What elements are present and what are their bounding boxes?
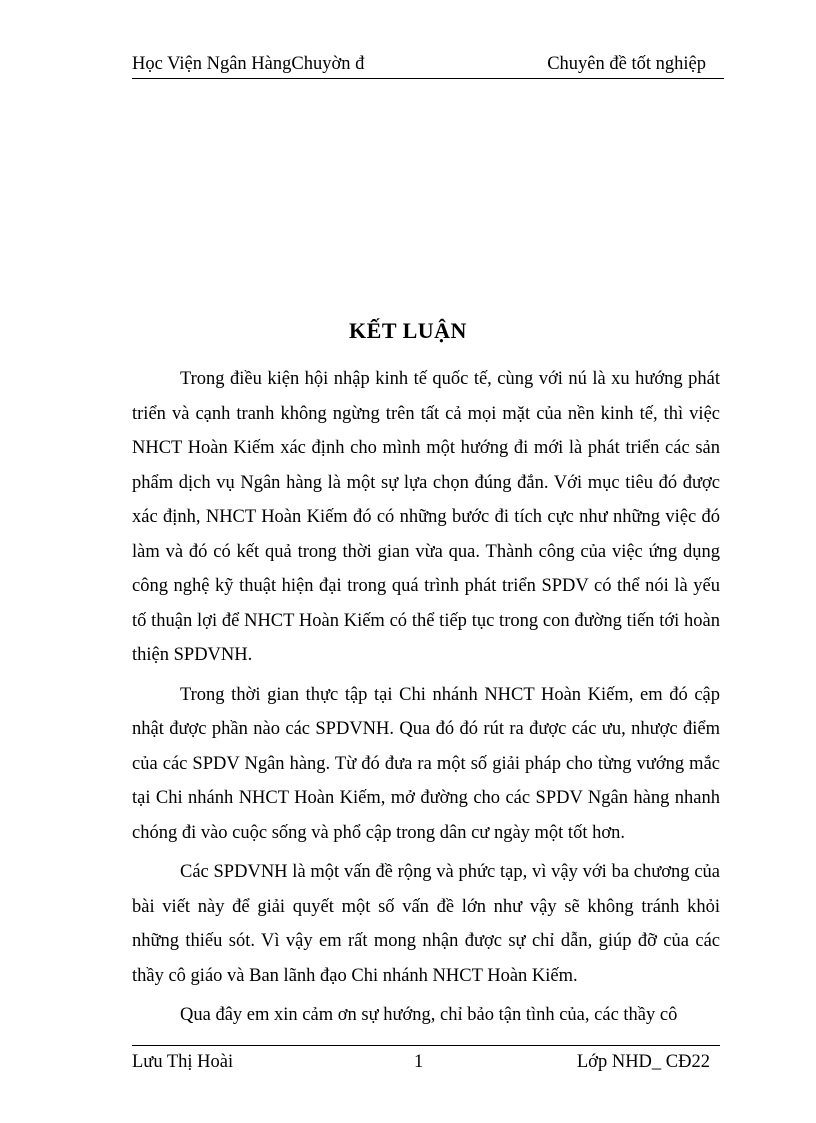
paragraph-3: Các SPDVNH là một vấn đề rộng và phức tạp, vì vậy với ba chương của bài viết này để giải quyết một số vấn đề lớn như vậy sẽ không tránh khỏi những thiếu sót. Vì vậy em rất mong nhận được sự chỉ dẫn, giúp đỡ của các thầy cô giáo và Ban lãnh đạo Chi nhánh NHCT Hoàn Kiếm. <box>132 862 720 986</box>
header-document-type: Chuyên đề tốt nghiệp <box>547 54 706 74</box>
section-title: KẾT LUẬN <box>349 318 467 343</box>
page-header <box>132 52 724 79</box>
body-text <box>132 362 720 1038</box>
header-institution: Học Viện Ngân HàngChuyờn đ <box>132 54 365 74</box>
footer-class: Lớp NHD_ CĐ22 <box>576 1052 710 1072</box>
paragraph-1: Trong điều kiện hội nhập kinh tế quốc tế, cùng với nú là xu hướng phát triển và cạnh tranh không ngừng trên tất cả mọi mặt của nền kinh tế, thì việc NHCT Hoàn Kiếm xác định cho mình một hướng đi mới là phát triển các sản phẩm dịch vụ Ngân hàng là một sự lựa chọn đúng đắn. Với mục tiêu đó được xác định, NHCT Hoàn Kiếm đó có những bước đi tích cực như những việc đó làm và đó có kết quả trong thời gian vừa qua. Thành công của việc ứng dụng công nghệ kỹ thuật hiện đại trong quá trình phát triển SPDV có thể nói là yếu tố thuận lợi để NHCT Hoàn Kiếm có thể tiếp tục trong con đường tiến tới hoàn thiện SPDVNH. <box>132 369 720 665</box>
page-footer <box>132 1045 720 1076</box>
paragraph-2: Trong thời gian thực tập tại Chi nhánh NHCT Hoàn Kiếm, em đó cập nhật được phần nào các SPDVNH. Qua đó đó rút ra được các ưu, nhược điểm của các SPDV Ngân hàng. Từ đó đưa ra một số giải pháp cho từng vướng mắc tại Chi nhánh NHCT Hoàn Kiếm, mở đường cho các SPDV Ngân hàng nhanh chóng đi vào cuộc sống và phổ cập trong dân cư ngày một tốt hơn. <box>132 684 720 843</box>
page-number: 1 <box>414 1052 424 1072</box>
footer-author: Lưu Thị Hoài <box>132 1052 234 1072</box>
paragraph-4: Qua đây em xin cảm ơn sự hướng, chỉ bảo tận tình của, các thầy cô <box>180 1005 678 1025</box>
